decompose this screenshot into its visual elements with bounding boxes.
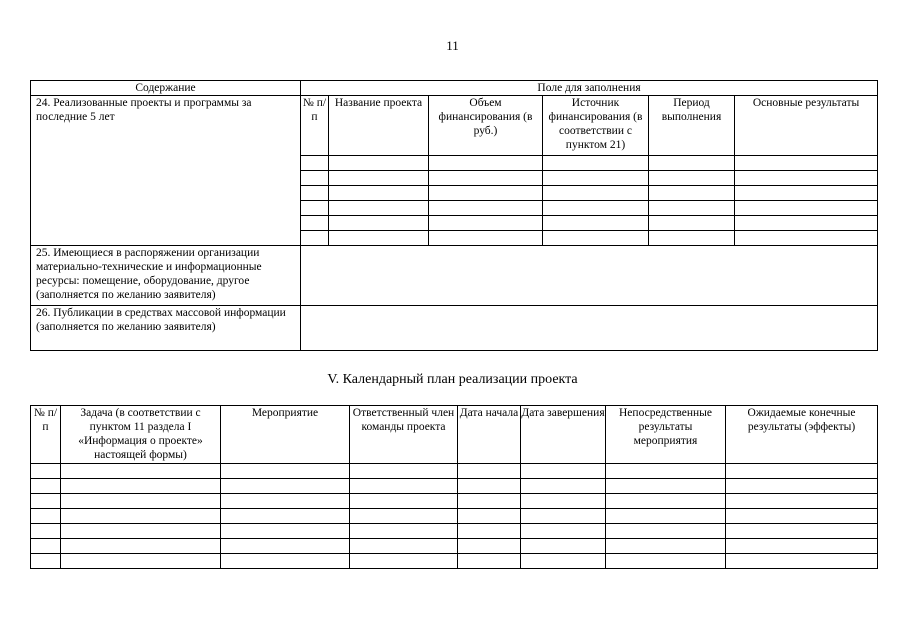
table-row [31,494,878,509]
col-number: № п/п [301,96,329,156]
project-info-table [30,80,878,351]
page-number: 11 [446,38,459,53]
table-row [31,509,878,524]
table-row [31,524,878,539]
row-25-label: 25. Имеющиеся в распоряжении организации материально-технические и информационные ресурсы: помещение, оборудование, другое (заполняется по желанию заявителя) [31,246,301,306]
row-25-field[interactable] [301,246,878,306]
col-funding-source: Источник финансирования (в соответствии с пунктом 21) [543,96,649,156]
row-26-field[interactable] [301,306,878,351]
col-main-results: Основные результаты [735,96,878,156]
table-row [31,464,878,479]
col-project-name: Название проекта [329,96,429,156]
col-end-date: Дата завершения [521,406,606,464]
row-24-label: 24. Реализованные проекты и программы за последние 5 лет [31,96,301,246]
col-direct-results: Непосредственные результаты мероприятия [606,406,726,464]
section-title: V. Календарный план реализации проекта [327,372,578,387]
col-task: Задача (в соответствии с пунктом 11 раздела I «Информация о проекте» настоящей формы) [61,406,221,464]
table-row [31,539,878,554]
col-funding-volume: Объем финансирования (в руб.) [429,96,543,156]
calendar-plan-table [30,405,878,569]
col-start-date: Дата начала [458,406,521,464]
col-responsible: Ответственный член команды проекта [350,406,458,464]
header-fill-field: Поле для заполнения [301,81,878,96]
table-row [31,554,878,569]
col-period: Период выполнения [649,96,735,156]
row-26-label: 26. Публикации в средствах массовой информации (заполняется по желанию заявителя) [31,306,301,351]
header-content: Содержание [31,81,301,96]
col-expected-results: Ожидаемые конечные результаты (эффекты) [726,406,878,464]
col-activity: Мероприятие [221,406,350,464]
table-row [31,479,878,494]
col-number: № п/п [31,406,61,464]
